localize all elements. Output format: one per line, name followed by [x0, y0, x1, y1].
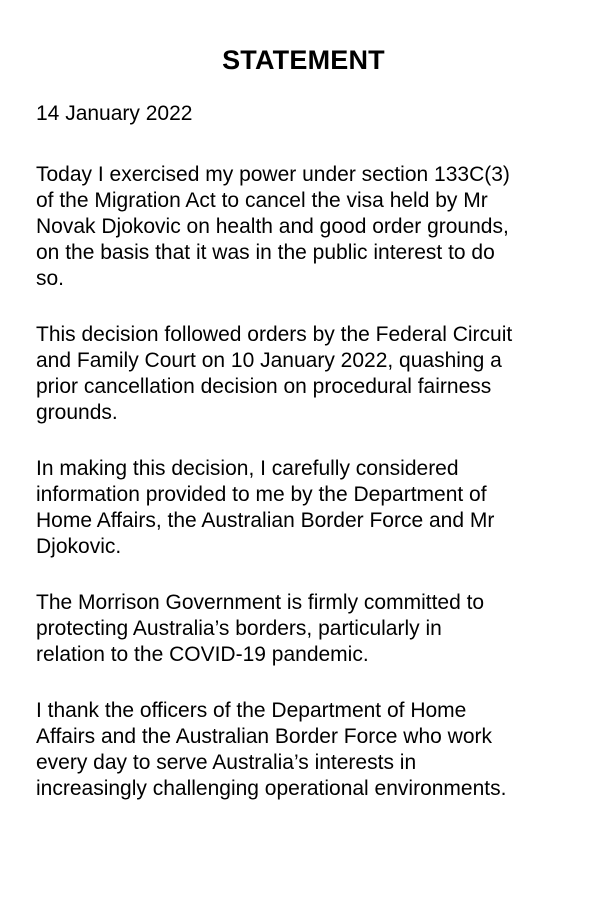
- paragraph-thanks: I thank the officers of the Department of Home Affairs and the Australian Border Force who work every day to serve Australia’s interests in increasingly challenging operational environments.: [36, 699, 507, 800]
- document-title: STATEMENT: [222, 45, 385, 75]
- statement-date: 14 January 2022: [36, 102, 193, 125]
- paragraph-government-commitment: The Morrison Government is firmly committed to protecting Australia’s borders, particularly in relation to the COVID-19 pandemic.: [36, 591, 485, 666]
- paragraph-considerations: In making this decision, I carefully considered information provided to me by the Department of Home Affairs, the Australian Border Force and Mr Djokovic.: [36, 457, 495, 558]
- paragraph-visa-cancellation: Today I exercised my power under section 133C(3) of the Migration Act to cancel the visa held by Mr Novak Djokovic on health and good order grounds, on the basis that it was in the public interest to do so.: [36, 163, 510, 290]
- paragraph-court-orders: This decision followed orders by the Federal Circuit and Family Court on 10 January 2022, quashing a prior cancellation decision on procedural fairness grounds.: [36, 323, 513, 424]
